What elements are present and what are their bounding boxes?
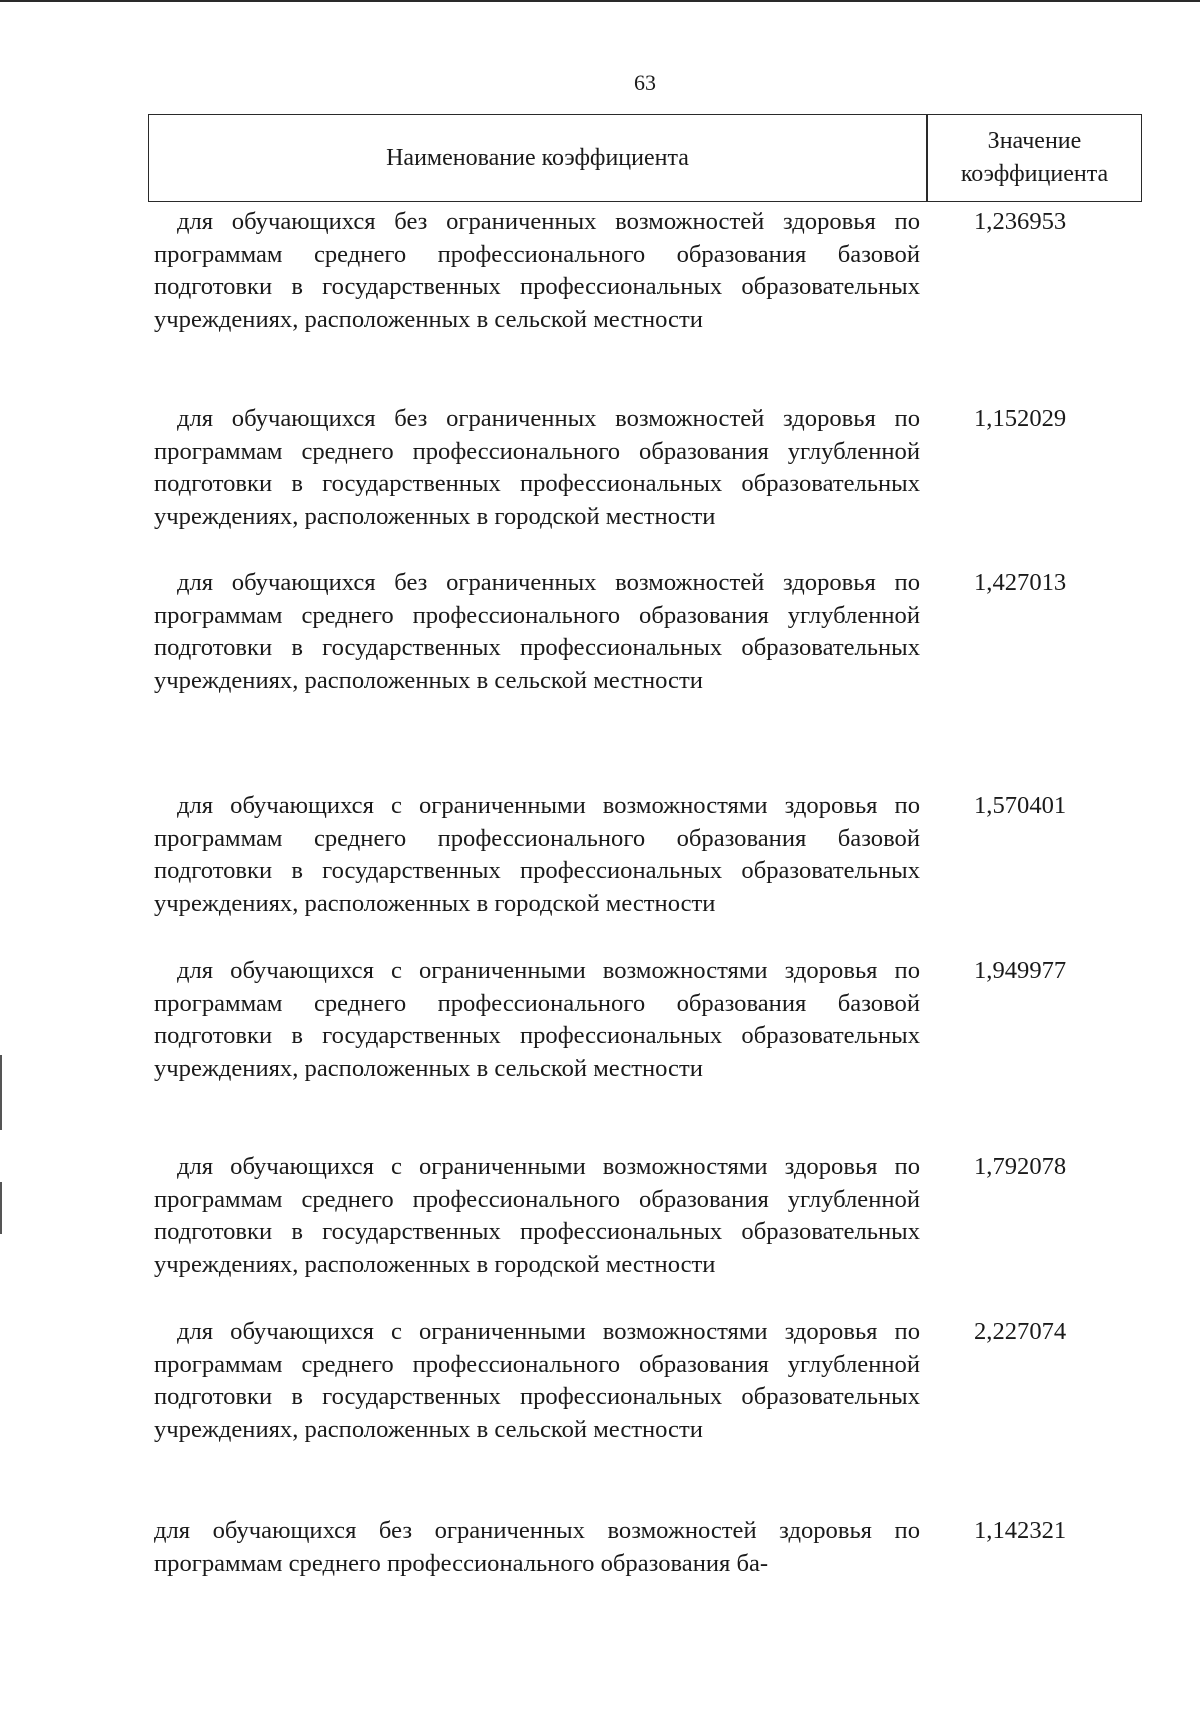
- column-header-value-line2: коэффициента: [960, 161, 1109, 187]
- coefficient-name: для обучающихся с ограниченными возможностями здоровья по программам среднего профессионального образования углубленной подготовки в государственных профессиональных образовательных учреждениях, расположенных в городской местности: [154, 1153, 920, 1278]
- scan-left-edge-mark: [0, 1055, 2, 1130]
- coefficient-name: для обучающихся без ограниченных возможностей здоровья по программам среднего профессионального образования базовой подготовки в государственных профессиональных образовательных учреждениях, расположенных в сельской местности: [154, 208, 920, 333]
- table-header: [148, 114, 1142, 202]
- scan-left-edge-mark: [0, 1182, 2, 1234]
- column-header-value-line1: Значение: [987, 128, 1082, 154]
- coefficient-name: для обучающихся без ограниченных возможностей здоровья по программам среднего профессионального образования углубленной подготовки в государственных профессиональных образовательных учреждениях, расположенных в городской местности: [154, 405, 920, 530]
- coefficient-name: для обучающихся с ограниченными возможностями здоровья по программам среднего профессионального образования базовой подготовки в государственных профессиональных образовательных учреждениях, расположенных в городской местности: [154, 792, 920, 917]
- coefficient-value: 1,792078: [974, 1153, 1067, 1180]
- coefficient-name: для обучающихся без ограниченных возможностей здоровья по программам среднего профессионального образования углубленной подготовки в государственных профессиональных образовательных учреждениях, расположенных в сельской местности: [154, 569, 920, 694]
- coefficient-value: 1,152029: [974, 405, 1067, 432]
- coefficient-name: для обучающихся без ограниченных возможностей здоровья по программам среднего профессионального образования ба-: [154, 1517, 920, 1577]
- coefficient-value: 1,236953: [974, 208, 1067, 235]
- coefficient-value: 1,570401: [974, 792, 1067, 819]
- column-header-value: [928, 115, 1141, 201]
- coefficient-value: 1,142321: [974, 1517, 1067, 1544]
- column-header-name: Наименование коэффициента: [386, 144, 689, 171]
- scan-top-edge: [0, 0, 1200, 2]
- coefficient-name: для обучающихся с ограниченными возможностями здоровья по программам среднего профессионального образования углубленной подготовки в государственных профессиональных образовательных учреждениях, расположенных в сельской местности: [154, 1318, 920, 1443]
- coefficient-name: для обучающихся с ограниченными возможностями здоровья по программам среднего профессионального образования базовой подготовки в государственных профессиональных образовательных учреждениях, расположенных в сельской местности: [154, 957, 920, 1082]
- coefficient-value: 2,227074: [974, 1318, 1067, 1345]
- coefficient-value: 1,949977: [974, 957, 1067, 984]
- coefficient-value: 1,427013: [974, 569, 1067, 596]
- page-number: 63: [634, 70, 656, 95]
